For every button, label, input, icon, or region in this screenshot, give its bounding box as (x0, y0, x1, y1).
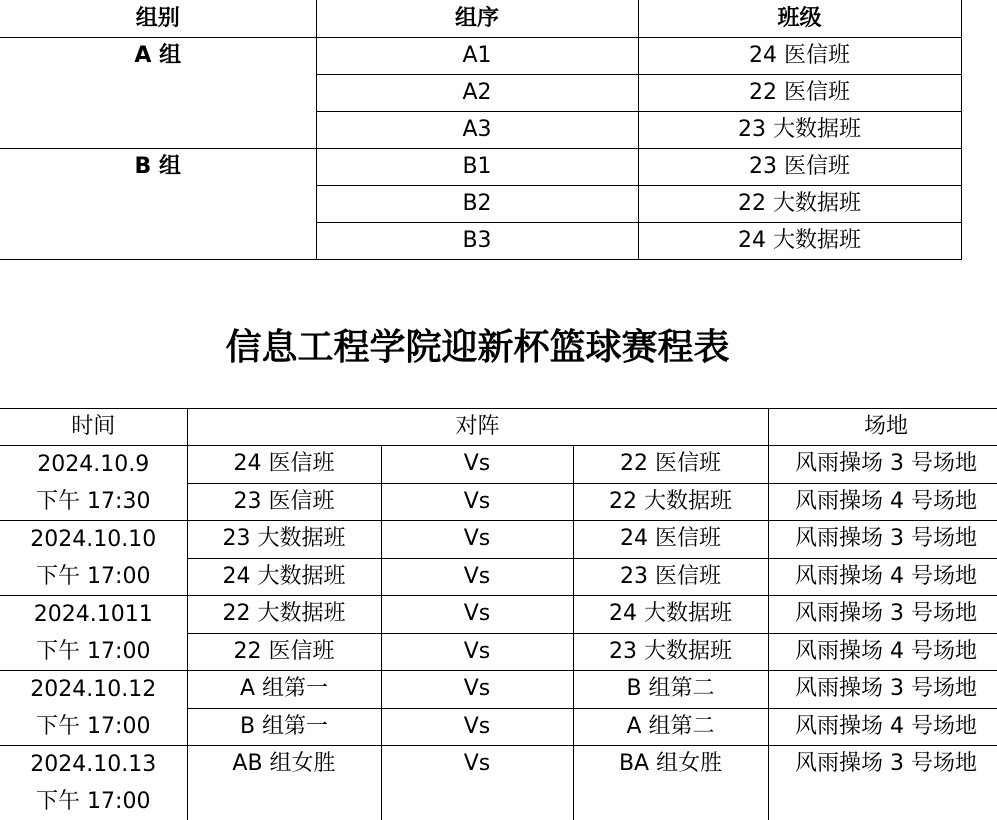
venue: 风雨操场 3 号场地 (768, 671, 997, 709)
away-team: 22 医信班 (573, 446, 768, 484)
date-time-cell (0, 596, 187, 671)
match-date: 2024.1011 (0, 596, 187, 633)
versus-label: Vs (381, 633, 573, 671)
header-time: 时间 (0, 409, 187, 446)
sequence-cell: B3 (316, 223, 638, 260)
table-row (0, 38, 961, 75)
class-cell: 22 医信班 (638, 75, 961, 112)
class-cell: 24 医信班 (638, 38, 961, 75)
group-table (0, 0, 962, 260)
class-cell: 23 医信班 (638, 149, 961, 186)
match-date: 2024.10.10 (0, 521, 187, 558)
versus-label: Vs (381, 483, 573, 521)
schedule-table (0, 408, 997, 820)
home-team: B 组第一 (187, 708, 381, 746)
match-date: 2024.10.9 (0, 446, 187, 483)
away-team: 24 医信班 (573, 521, 768, 559)
group-name-cell: A 组 (0, 38, 316, 149)
table-row (0, 596, 997, 634)
venue: 风雨操场 4 号场地 (768, 483, 997, 521)
venue: 风雨操场 4 号场地 (768, 558, 997, 596)
match-time: 下午 17:00 (0, 558, 187, 595)
date-time-cell (0, 521, 187, 596)
header-sequence: 组序 (316, 0, 638, 38)
away-team: 24 大数据班 (573, 596, 768, 634)
away-team: A 组第二 (573, 708, 768, 746)
schedule-header-row (0, 409, 997, 446)
sequence-cell: A2 (316, 75, 638, 112)
match-time: 下午 17:30 (0, 483, 187, 520)
date-time-cell (0, 746, 187, 820)
match-time: 下午 17:00 (0, 783, 187, 820)
date-time-cell (0, 446, 187, 521)
home-team: 22 医信班 (187, 633, 381, 671)
match-time: 下午 17:00 (0, 708, 187, 745)
home-team: A 组第一 (187, 671, 381, 709)
versus-label: Vs (381, 558, 573, 596)
match-date: 2024.10.12 (0, 671, 187, 708)
away-team: 23 医信班 (573, 558, 768, 596)
sequence-cell: A3 (316, 112, 638, 149)
home-team: 24 大数据班 (187, 558, 381, 596)
versus-label: Vs (381, 521, 573, 559)
home-team: 24 医信班 (187, 446, 381, 484)
venue: 风雨操场 3 号场地 (768, 746, 997, 820)
home-team: 22 大数据班 (187, 596, 381, 634)
group-name-cell: B 组 (0, 149, 316, 260)
venue: 风雨操场 3 号场地 (768, 596, 997, 634)
table-row (0, 746, 997, 820)
class-cell: 22 大数据班 (638, 186, 961, 223)
header-match: 对阵 (187, 409, 768, 446)
venue: 风雨操场 3 号场地 (768, 521, 997, 559)
header-group: 组别 (0, 0, 316, 38)
sequence-cell: B1 (316, 149, 638, 186)
versus-label: Vs (381, 708, 573, 746)
page-title: 信息工程学院迎新杯篮球赛程表 (0, 322, 955, 374)
versus-label: Vs (381, 671, 573, 709)
header-class: 班级 (638, 0, 961, 38)
table-row (0, 446, 997, 484)
date-time-cell (0, 671, 187, 746)
versus-label: Vs (381, 596, 573, 634)
table-row (0, 149, 961, 186)
venue: 风雨操场 4 号场地 (768, 708, 997, 746)
match-time: 下午 17:00 (0, 633, 187, 670)
table-row (0, 671, 997, 709)
table-row (0, 521, 997, 559)
home-team: 23 医信班 (187, 483, 381, 521)
versus-label: Vs (381, 746, 573, 820)
header-venue: 场地 (768, 409, 997, 446)
sequence-cell: B2 (316, 186, 638, 223)
home-team: 23 大数据班 (187, 521, 381, 559)
match-date: 2024.10.13 (0, 746, 187, 783)
venue: 风雨操场 3 号场地 (768, 446, 997, 484)
class-cell: 23 大数据班 (638, 112, 961, 149)
versus-label: Vs (381, 446, 573, 484)
away-team: BA 组女胜 (573, 746, 768, 820)
away-team: 23 大数据班 (573, 633, 768, 671)
home-team: AB 组女胜 (187, 746, 381, 820)
class-cell: 24 大数据班 (638, 223, 961, 260)
sequence-cell: A1 (316, 38, 638, 75)
group-table-header-row (0, 0, 961, 38)
away-team: B 组第二 (573, 671, 768, 709)
venue: 风雨操场 4 号场地 (768, 633, 997, 671)
away-team: 22 大数据班 (573, 483, 768, 521)
